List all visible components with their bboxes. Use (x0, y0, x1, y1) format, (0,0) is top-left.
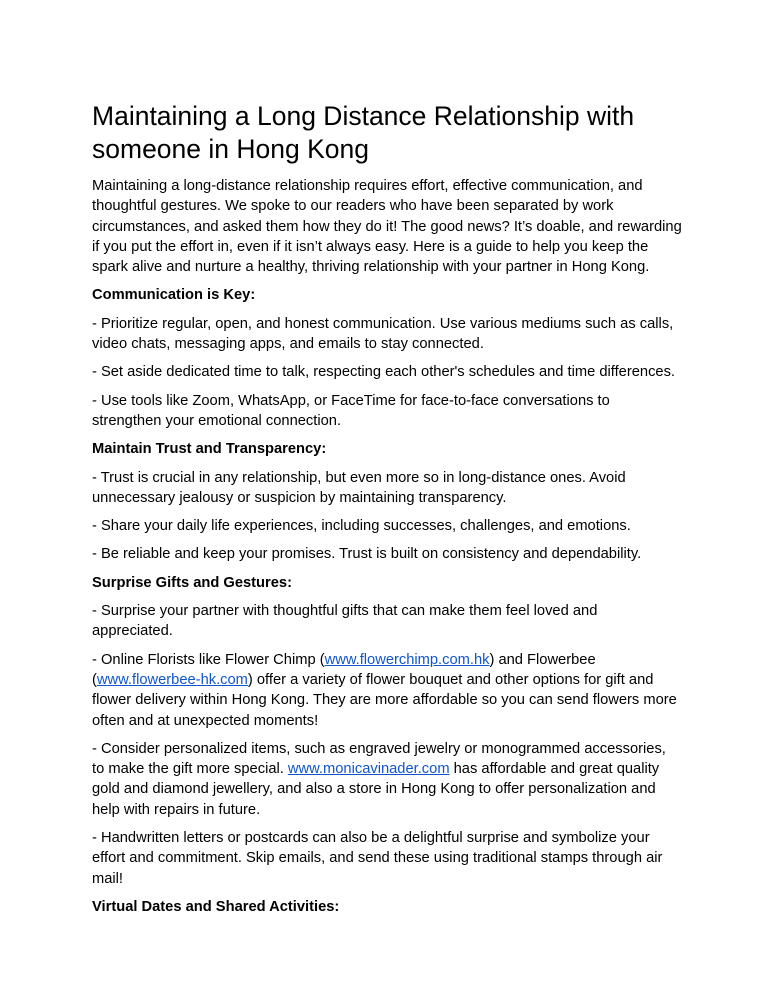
section-heading-trust: Maintain Trust and Transparency: (92, 441, 327, 458)
gifts-paragraph-2-text-c: ) offer a variety of flower bouquet and other options for gift and flower delivery within Hong Kong. They are more affordable so you can send flowers more often and at unexpected moments! (92, 671, 677, 729)
gifts-paragraph-2-text-b: ) and Flowerbee ( (92, 651, 596, 688)
section-heading-virtual: Virtual Dates and Shared Activities: (92, 898, 340, 915)
section-heading-gifts: Surprise Gifts and Gestures: (92, 574, 292, 591)
intro-paragraph: Maintaining a long-distance relationship requires effort, effective communication, and thoughtful gestures. We spoke to our readers who have been separated by work circumstances, and asked them how they do it! The good news? It’s doable, and rewarding if you put the effort in, even if it isn’t always easy. Here is a guide to help you keep the spark alive and nurture a healthy, thriving relationship with your partner in Hong Kong. (92, 178, 682, 276)
gifts-paragraph-4: - Handwritten letters or postcards can also be a delightful surprise and symbolize your effort and commitment. Skip emails, and send these using traditional stamps through air mail! (92, 830, 663, 887)
trust-paragraph-1: - Trust is crucial in any relationship, but even more so in long-distance ones. Avoid unnecessary jealousy or suspicion by maintaining transparency. (92, 469, 626, 506)
gifts-paragraph-3 (92, 739, 682, 820)
document-page (92, 100, 682, 925)
gifts-paragraph-3-text-a: - Consider personalized items, such as engraved jewelry or monogrammed accessories, to make the gift more special. (92, 740, 666, 778)
communication-paragraph-3: - Use tools like Zoom, WhatsApp, or FaceTime for face-to-face conversations to strengthen your emotional connection. (92, 392, 610, 429)
section-heading-communication: Communication is Key: (92, 287, 256, 304)
gifts-paragraph-2 (92, 650, 682, 731)
gifts-paragraph-2-text-a: - Online Florists like Flower Chimp ( (92, 651, 325, 668)
communication-paragraph-1: - Prioritize regular, open, and honest communication. Use various mediums such as calls, video chats, messaging apps, and emails to stay connected. (92, 315, 674, 353)
gifts-paragraph-1: - Surprise your partner with thoughtful gifts that can make them feel loved and appreciated. (92, 603, 598, 640)
page-title: Maintaining a Long Distance Relationship with someone in Hong Kong (92, 101, 635, 164)
monicavinader-link[interactable]: www.monicavinader.com (287, 761, 450, 778)
flowerchimp-link[interactable]: www.flowerchimp.com.hk (324, 651, 490, 668)
trust-paragraph-2: - Share your daily life experiences, including successes, challenges, and emotions. (92, 518, 631, 535)
communication-paragraph-2: - Set aside dedicated time to talk, respecting each other's schedules and time differences. (92, 364, 676, 381)
flowerbee-link[interactable]: www.flowerbee-hk.com (96, 671, 248, 688)
gifts-paragraph-3-text-b: has affordable and great quality gold and diamond jewellery, and also a store in Hong Kong to offer personalization and help with repairs in future. (92, 761, 660, 818)
trust-paragraph-3: - Be reliable and keep your promises. Trust is built on consistency and dependability. (92, 546, 642, 563)
